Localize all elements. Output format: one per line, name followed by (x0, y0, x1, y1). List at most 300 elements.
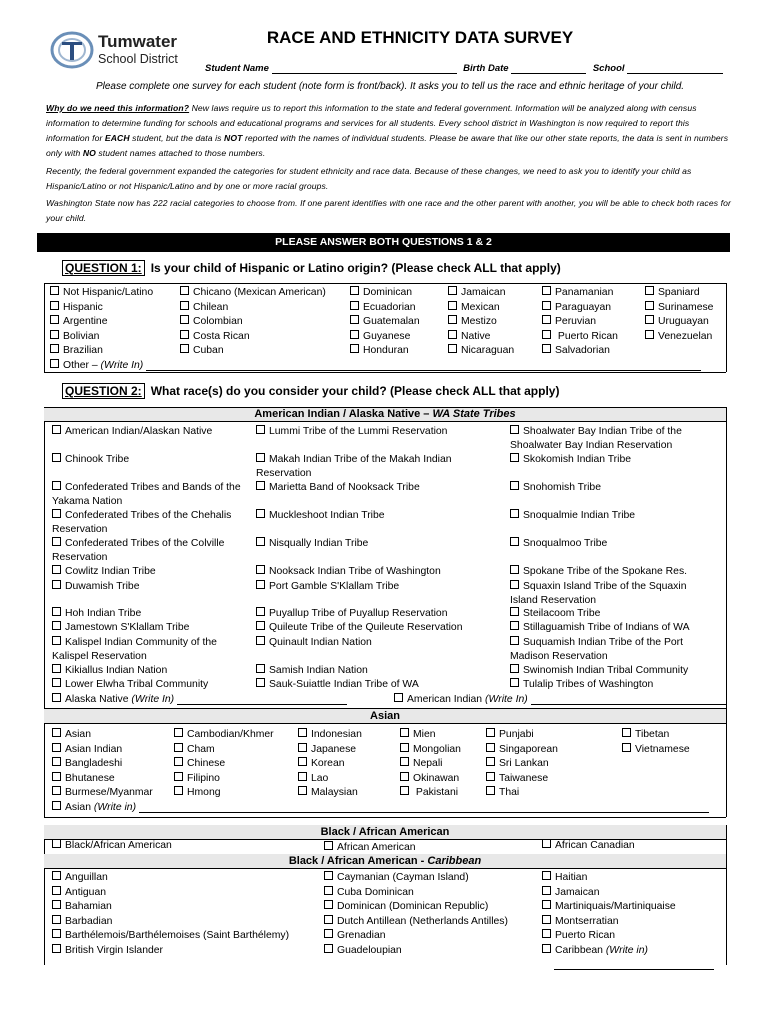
checkbox-icon[interactable] (350, 301, 359, 310)
checkbox-icon[interactable] (256, 425, 265, 434)
option-label: Jamaican (461, 287, 506, 298)
checkbox-icon[interactable] (50, 344, 59, 353)
checkbox-icon[interactable] (52, 481, 61, 490)
option-dominican-dominican-republic[interactable] (324, 900, 488, 912)
option-label: Steilacoom Tribe (523, 608, 601, 619)
checkbox-icon[interactable] (645, 301, 654, 310)
checkbox-icon[interactable] (180, 315, 189, 324)
checkbox-icon[interactable] (180, 330, 189, 339)
checkbox-icon[interactable] (52, 664, 61, 673)
option-quinault-indian-nation[interactable] (256, 636, 501, 650)
checkbox-icon[interactable] (542, 286, 551, 295)
checkbox-icon[interactable] (52, 886, 61, 895)
checkbox-icon[interactable] (52, 757, 61, 766)
option-cuba-dominican[interactable] (324, 886, 414, 898)
option-label: Dominican (363, 287, 413, 298)
write-in-field[interactable] (139, 812, 709, 813)
option-label: Cowlitz Indian Tribe (65, 566, 156, 577)
checkbox-icon[interactable] (542, 839, 551, 848)
option-tibetan[interactable] (622, 728, 669, 740)
option-label: Chinese (187, 758, 226, 770)
checkbox-icon[interactable] (486, 743, 495, 752)
write-in-label: (Write In) (100, 360, 144, 371)
option-panamanian[interactable] (542, 286, 613, 298)
option-label: Other – (63, 360, 101, 371)
option-indonesian[interactable] (298, 728, 362, 740)
option-montserratian[interactable] (542, 915, 619, 927)
checkbox-icon[interactable] (324, 841, 333, 850)
checkbox-icon[interactable] (486, 786, 495, 795)
checkbox-icon[interactable] (486, 772, 495, 781)
write-in-field[interactable] (177, 704, 347, 705)
checkbox-icon[interactable] (324, 929, 333, 938)
option-label: Pakistani (413, 787, 459, 799)
option-label: American Indian (407, 694, 485, 705)
option-label: Filipino (187, 772, 220, 784)
checkbox-icon[interactable] (400, 743, 409, 752)
checkbox-icon[interactable] (52, 580, 61, 589)
checkbox-icon[interactable] (52, 786, 61, 795)
checkbox-icon[interactable] (542, 944, 551, 953)
option-hoh-indian-tribe[interactable] (52, 607, 248, 621)
option-british-virgin-islander[interactable] (52, 944, 163, 956)
option-label: Cuban (193, 345, 224, 357)
checkbox-icon[interactable] (256, 509, 265, 518)
checkbox-icon[interactable] (52, 607, 61, 616)
option-muckleshoot-indian-tribe[interactable] (256, 509, 501, 523)
option-label: Nepali (413, 758, 443, 770)
checkbox-icon[interactable] (645, 286, 654, 295)
option-label: Peruvian (555, 316, 597, 328)
checkbox-icon[interactable] (50, 330, 59, 339)
option-suquamish-indian-tribe-of-the-port-madis[interactable] (510, 636, 700, 663)
write-in-label: (Write in) (605, 945, 648, 956)
other-write-in-field[interactable] (146, 370, 701, 371)
checkbox-icon[interactable] (298, 772, 307, 781)
option-shoalwater-bay-indian-tribe-of-the-shoal[interactable] (510, 425, 700, 452)
option-label: Shoalwater Bay Indian Tribe of the Shoalwater Bay Indian Reservation (510, 426, 682, 451)
option-dutch-antillean-netherlands-antilles[interactable] (324, 915, 508, 927)
checkbox-icon[interactable] (542, 344, 551, 353)
option-other-write-in[interactable] (50, 359, 701, 371)
option-cowlitz-indian-tribe[interactable] (52, 565, 248, 579)
option-colombian[interactable] (180, 315, 243, 327)
checkbox-icon[interactable] (256, 565, 265, 574)
option-thai[interactable] (486, 786, 519, 798)
option-sauk-suiattle-indian-tribe-of-wa[interactable] (256, 678, 501, 692)
checkbox-icon[interactable] (256, 453, 265, 462)
checkbox-icon[interactable] (256, 678, 265, 687)
option-dominican[interactable] (350, 286, 412, 298)
option-cham[interactable] (174, 743, 215, 755)
checkbox-icon[interactable] (256, 636, 265, 645)
checkbox-icon[interactable] (52, 871, 61, 880)
option-label: Samish Indian Nation (269, 665, 368, 676)
option-label: Lummi Tribe of the Lummi Reservation (269, 426, 448, 437)
option-puerto-rican[interactable] (542, 330, 618, 342)
checkbox-icon[interactable] (174, 772, 183, 781)
district-subname: School District (98, 52, 178, 66)
checkbox-icon[interactable] (394, 693, 403, 702)
option-argentine[interactable] (50, 315, 107, 327)
option-stillaguamish-tribe-of-indians-of-wa[interactable] (510, 621, 700, 635)
checkbox-icon[interactable] (52, 900, 61, 909)
write-in-label: (Write in) (93, 802, 137, 813)
option-african-american[interactable] (324, 841, 416, 853)
instructions-banner: PLEASE ANSWER BOTH QUESTIONS 1 & 2 (37, 233, 730, 252)
option-label: Punjabi (499, 729, 534, 740)
checkbox-icon[interactable] (350, 286, 359, 295)
option-hmong[interactable] (174, 786, 221, 798)
checkbox-icon[interactable] (174, 728, 183, 737)
caribbean-heading (44, 854, 726, 868)
checkbox-icon[interactable] (256, 607, 265, 616)
checkbox-icon[interactable] (52, 425, 61, 434)
checkbox-icon[interactable] (486, 757, 495, 766)
checkbox-icon[interactable] (510, 537, 519, 546)
emphasis-not: NOT (224, 133, 243, 143)
write-in-label: (Write In) (131, 694, 175, 705)
option-label: Antiguan (65, 886, 107, 898)
option-spokane-tribe-of-the-spokane-res[interactable] (510, 565, 700, 579)
option-label: Asian (65, 802, 94, 813)
paragraph-why-text: student names attached to those numbers. (95, 148, 266, 158)
option-sri-lankan[interactable] (486, 757, 549, 769)
option-marietta-band-of-nooksack-tribe[interactable] (256, 481, 501, 495)
checkbox-icon[interactable] (622, 743, 631, 752)
asian-heading (44, 709, 726, 723)
option-chilean[interactable] (180, 301, 228, 313)
checkbox-icon[interactable] (180, 286, 189, 295)
option-lummi-tribe-of-the-lummi-reservation[interactable] (256, 425, 501, 439)
option-label: Jamestown S'Klallam Tribe (65, 622, 190, 633)
option-label: Asian (65, 729, 91, 740)
checkbox-icon[interactable] (52, 728, 61, 737)
checkbox-icon[interactable] (324, 900, 333, 909)
option-singaporean[interactable] (486, 743, 558, 755)
ai-heading-wa: WA State Tribes (432, 408, 516, 420)
option-surinamese[interactable] (645, 301, 713, 313)
checkbox-icon[interactable] (174, 743, 183, 752)
option-barth-lemois-barth-lemoises-saint-barth-[interactable] (52, 929, 289, 941)
option-snoqualmie-indian-tribe[interactable] (510, 509, 700, 523)
write-in-label: (Write In) (484, 694, 528, 705)
checkbox-icon[interactable] (52, 453, 61, 462)
option-kalispel-indian-community-of-the-kalispe[interactable] (52, 636, 248, 663)
checkbox-icon[interactable] (542, 929, 551, 938)
checkbox-icon[interactable] (542, 871, 551, 880)
checkbox-icon[interactable] (52, 915, 61, 924)
checkbox-icon[interactable] (542, 915, 551, 924)
checkbox-icon[interactable] (510, 509, 519, 518)
option-spaniard[interactable] (645, 286, 700, 298)
option-taiwanese[interactable] (486, 772, 548, 784)
option-snoqualmoo-tribe[interactable] (510, 537, 700, 551)
option-chinook-tribe[interactable] (52, 453, 248, 467)
checkbox-icon[interactable] (510, 678, 519, 687)
checkbox-icon[interactable] (510, 425, 519, 434)
checkbox-icon[interactable] (350, 330, 359, 339)
checkbox-icon[interactable] (256, 621, 265, 630)
option-alaska-native-write-in[interactable] (52, 693, 347, 705)
checkbox-icon[interactable] (52, 772, 61, 781)
checkbox-icon[interactable] (50, 315, 59, 324)
option-salvadorian[interactable] (542, 344, 610, 356)
option-korean[interactable] (298, 757, 345, 769)
option-japanese[interactable] (298, 743, 356, 755)
option-native[interactable] (448, 330, 490, 342)
option-burmese-myanmar[interactable] (52, 786, 153, 798)
checkbox-icon[interactable] (542, 886, 551, 895)
intro-text: Please complete one survey for each student (note form is front/back). It asks you to tell us the race and ethnic heritage of your child. (95, 81, 685, 92)
birth-date-field[interactable] (511, 73, 586, 74)
checkbox-icon[interactable] (180, 301, 189, 310)
checkbox-icon[interactable] (298, 786, 307, 795)
option-lao[interactable] (298, 772, 328, 784)
option-black-african-american[interactable] (52, 839, 172, 851)
checkbox-icon[interactable] (324, 871, 333, 880)
option-guatemalan[interactable] (350, 315, 420, 327)
option-asian[interactable] (52, 728, 91, 740)
checkbox-icon[interactable] (400, 728, 409, 737)
option-label: Black/African American (65, 840, 172, 851)
checkbox-icon[interactable] (52, 621, 61, 630)
checkbox-icon[interactable] (542, 315, 551, 324)
checkbox-icon[interactable] (542, 330, 551, 339)
checkbox-icon[interactable] (645, 315, 654, 324)
option-puyallup-tribe-of-puyallup-reservation[interactable] (256, 607, 501, 621)
checkbox-icon[interactable] (52, 537, 61, 546)
option-label: Native (461, 330, 491, 342)
option-okinawan[interactable] (400, 772, 459, 784)
option-label: British Virgin Islander (65, 945, 163, 956)
option-pakistani[interactable] (400, 786, 458, 798)
checkbox-icon[interactable] (645, 330, 654, 339)
option-nepali[interactable] (400, 757, 442, 769)
student-name-field[interactable] (272, 73, 457, 74)
option-punjabi[interactable] (486, 728, 534, 740)
option-duwamish-tribe[interactable] (52, 580, 248, 594)
checkbox-icon[interactable] (324, 886, 333, 895)
checkbox-icon[interactable] (400, 757, 409, 766)
option-mestizo[interactable] (448, 315, 497, 327)
option-skokomish-indian-tribe[interactable] (510, 453, 700, 467)
checkbox-icon[interactable] (350, 315, 359, 324)
checkbox-icon[interactable] (510, 636, 519, 645)
option-malaysian[interactable] (298, 786, 358, 798)
option-label: Thai (499, 787, 520, 799)
option-quileute-tribe-of-the-quileute-reservati[interactable] (256, 621, 501, 635)
paragraph-why-text: New laws require us to report this information to the state and federal government. Information will be analyzed along with census information to determine funding for schools and educational programs and services for all students. Every school district in Washington is now required to report this information for (46, 103, 697, 143)
option-cuban[interactable] (180, 344, 224, 356)
checkbox-icon[interactable] (400, 772, 409, 781)
option-squaxin-island-tribe-of-the-squaxin-isla[interactable] (510, 580, 700, 607)
checkbox-icon[interactable] (622, 728, 631, 737)
ai-heading-text: American Indian / Alaska Native (254, 408, 421, 420)
option-asian-write-in[interactable] (52, 801, 709, 813)
option-jamestown-s-klallam-tribe[interactable] (52, 621, 248, 635)
district-logo-icon (50, 30, 94, 70)
checkbox-icon[interactable] (448, 286, 457, 295)
option-barbadian[interactable] (52, 915, 112, 927)
option-steilacoom-tribe[interactable] (510, 607, 700, 621)
option-label: Grenadian (337, 930, 386, 942)
option-grenadian[interactable] (324, 929, 386, 941)
checkbox-icon[interactable] (52, 678, 61, 687)
option-label: Nisqually Indian Tribe (269, 538, 369, 549)
option-label: Cuba Dominican (337, 886, 414, 898)
checkbox-icon[interactable] (50, 301, 59, 310)
checkbox-icon[interactable] (174, 757, 183, 766)
option-chicano-mexican-american[interactable] (180, 286, 326, 298)
option-caymanian-cayman-island[interactable] (324, 871, 469, 883)
checkbox-icon[interactable] (256, 537, 265, 546)
option-hispanic[interactable] (50, 301, 103, 313)
checkbox-icon[interactable] (298, 743, 307, 752)
checkbox-icon[interactable] (510, 607, 519, 616)
option-paraguayan[interactable] (542, 301, 611, 313)
checkbox-icon[interactable] (324, 915, 333, 924)
option-venezuelan[interactable] (645, 330, 712, 342)
option-costa-rican[interactable] (180, 330, 250, 342)
option-bangladeshi[interactable] (52, 757, 122, 769)
option-guyanese[interactable] (350, 330, 410, 342)
option-ecuadorian[interactable] (350, 301, 416, 313)
checkbox-icon[interactable] (448, 301, 457, 310)
checkbox-icon[interactable] (324, 944, 333, 953)
checkbox-icon[interactable] (400, 786, 409, 795)
option-filipino[interactable] (174, 772, 220, 784)
option-label: Bangladeshi (65, 758, 123, 770)
school-field[interactable] (627, 73, 723, 74)
option-antiguan[interactable] (52, 886, 106, 898)
option-african-canadian[interactable] (542, 839, 635, 851)
checkbox-icon[interactable] (52, 944, 61, 953)
option-nisqually-indian-tribe[interactable] (256, 537, 501, 551)
option-label: Malaysian (311, 787, 358, 799)
option-snohomish-tribe[interactable] (510, 481, 700, 495)
option-mien[interactable] (400, 728, 436, 740)
checkbox-icon[interactable] (256, 580, 265, 589)
option-nooksack-indian-tribe-of-washington[interactable] (256, 565, 501, 579)
option-jamaican[interactable] (542, 886, 599, 898)
option-vietnamese[interactable] (622, 743, 690, 755)
caribbean-write-in-field[interactable] (554, 969, 714, 970)
option-label: Asian Indian (65, 743, 123, 755)
option-bhutanese[interactable] (52, 772, 115, 784)
checkbox-icon[interactable] (256, 664, 265, 673)
option-haitian[interactable] (542, 871, 587, 883)
question-2-text: What race(s) do you consider your child? (Please check ALL that apply) (150, 384, 560, 398)
option-bolivian[interactable] (50, 330, 99, 342)
option-label: Spokane Tribe of the Spokane Res. (523, 566, 688, 577)
checkbox-icon[interactable] (174, 786, 183, 795)
option-chinese[interactable] (174, 757, 225, 769)
option-bahamian[interactable] (52, 900, 112, 912)
checkbox-icon[interactable] (510, 453, 519, 462)
checkbox-icon[interactable] (52, 929, 61, 938)
option-not-hispanic-latino[interactable] (50, 286, 153, 298)
option-label: Honduran (363, 345, 409, 357)
checkbox-icon[interactable] (180, 344, 189, 353)
checkbox-icon[interactable] (448, 330, 457, 339)
checkbox-icon[interactable] (510, 621, 519, 630)
option-tulalip-tribes-of-washington[interactable] (510, 678, 700, 692)
checkbox-icon[interactable] (52, 801, 61, 810)
checkbox-icon[interactable] (52, 509, 61, 518)
option-puerto-rican[interactable] (542, 929, 615, 941)
option-confederated-tribes-of-the-colville-rese[interactable] (52, 537, 248, 564)
option-kikiallus-indian-nation[interactable] (52, 664, 248, 678)
option-guadeloupian[interactable] (324, 944, 402, 956)
option-label: Barthélemois/Barthélemoises (Saint Barthélemy) (65, 930, 290, 942)
checkbox-icon[interactable] (50, 359, 59, 368)
option-martiniquais-martiniquaise[interactable] (542, 900, 676, 912)
checkbox-icon[interactable] (350, 344, 359, 353)
checkbox-icon[interactable] (52, 636, 61, 645)
checkbox-icon[interactable] (510, 481, 519, 490)
option-peruvian[interactable] (542, 315, 596, 327)
checkbox-icon[interactable] (448, 315, 457, 324)
option-nicaraguan[interactable] (448, 344, 514, 356)
option-confederated-tribes-and-bands-of-the-yak[interactable] (52, 481, 248, 508)
option-mexican[interactable] (448, 301, 500, 313)
checkbox-icon[interactable] (298, 757, 307, 766)
checkbox-icon[interactable] (510, 565, 519, 574)
option-mongolian[interactable] (400, 743, 461, 755)
option-makah-indian-tribe-of-the-makah-indian-r[interactable] (256, 453, 501, 480)
option-label: Not Hispanic/Latino (63, 287, 154, 298)
checkbox-icon[interactable] (510, 664, 519, 673)
option-lower-elwha-tribal-community[interactable] (52, 678, 248, 692)
checkbox-icon[interactable] (448, 344, 457, 353)
option-port-gamble-s-klallam-tribe[interactable] (256, 580, 501, 594)
write-in-field[interactable] (531, 704, 726, 705)
checkbox-icon[interactable] (50, 286, 59, 295)
option-american-indian-alaskan-native[interactable] (52, 425, 248, 439)
option-swinomish-indian-tribal-community[interactable] (510, 664, 700, 678)
question-2-heading (62, 384, 559, 398)
checkbox-icon[interactable] (486, 728, 495, 737)
checkbox-icon[interactable] (256, 481, 265, 490)
option-label: Kikiallus Indian Nation (65, 665, 168, 676)
checkbox-icon[interactable] (52, 693, 61, 702)
option-brazilian[interactable] (50, 344, 103, 356)
checkbox-icon[interactable] (298, 728, 307, 737)
option-caribbean-write-in[interactable] (542, 944, 648, 956)
checkbox-icon[interactable] (52, 743, 61, 752)
option-label: Montserratian (555, 915, 619, 927)
option-confederated-tribes-of-the-chehalis-rese[interactable] (52, 509, 248, 536)
checkbox-icon[interactable] (510, 580, 519, 589)
caribbean-heading-italic: Caribbean (427, 855, 482, 867)
option-label: Puerto Rican (555, 330, 618, 342)
option-honduran[interactable] (350, 344, 409, 356)
option-uruguayan[interactable] (645, 315, 709, 327)
option-label: Barbadian (65, 915, 113, 927)
checkbox-icon[interactable] (542, 301, 551, 310)
option-cambodian-khmer[interactable] (174, 728, 274, 740)
checkbox-icon[interactable] (52, 839, 61, 848)
option-jamaican[interactable] (448, 286, 505, 298)
option-label: Japanese (311, 743, 357, 755)
checkbox-icon[interactable] (52, 565, 61, 574)
option-american-indian-write-in[interactable] (394, 693, 726, 705)
option-samish-indian-nation[interactable] (256, 664, 501, 678)
checkbox-icon[interactable] (542, 900, 551, 909)
option-anguillan[interactable] (52, 871, 108, 883)
option-asian-indian[interactable] (52, 743, 122, 755)
